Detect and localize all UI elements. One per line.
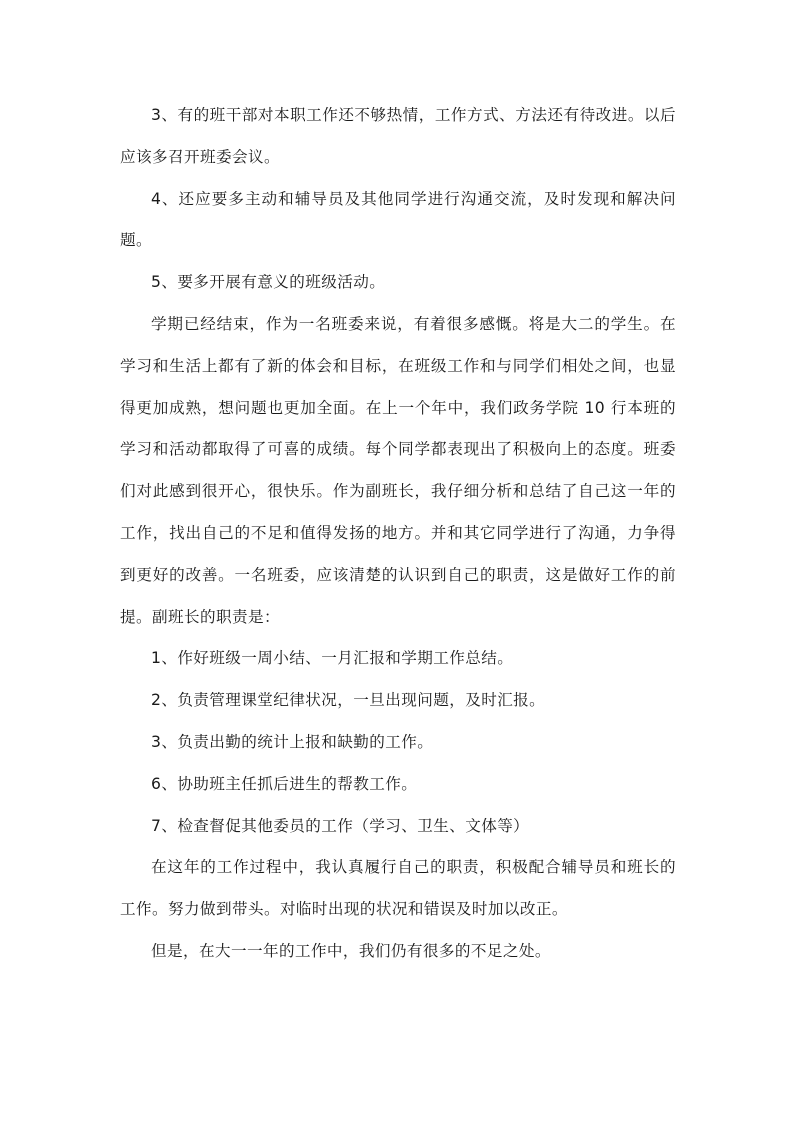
summary-paragraph: 学期已经结束，作为一名班委来说，有着很多感慨。将是大二的学生。在学习和生活上都有了新的体会和目标，在班级工作和与同学们相处之间，也显得更加成熟，想问题也更加全面。在上一个年中，我们政务学院 10 行本班的学习和活动都取得了可喜的成绩。每个同学都表现出了积极向上的态度。班委们对此感到很开心，很快乐。作为副班长，我仔细分析和总结了自己这一年的工作，找出自己的不足和值得发扬的地方。并和其它同学进行了沟通，力争得到更好的改善。一名班委，应该清楚的认识到自己的职责，这是做好工作的前提。副班长的职责是： [120, 314, 676, 626]
duty-item-6: 6、协助班主任抓后进生的帮教工作。 [151, 774, 418, 793]
duty-item-3: 3、负责出勤的统计上报和缺勤的工作。 [151, 732, 434, 751]
shortcomings-paragraph: 但是，在大一一年的工作中，我们仍有很多的不足之处。 [151, 941, 551, 960]
paragraph-item-4: 4、还应要多主动和辅导员及其他同学进行沟通交流，及时发现和解决问题。 [120, 189, 676, 250]
duty-item-1: 1、作好班级一周小结、一月汇报和学期工作总结。 [151, 649, 514, 668]
document-body [120, 95, 676, 973]
paragraph-item-3: 3、有的班干部对本职工作还不够热情，工作方式、方法还有待改进。以后应该多召开班委会议。 [120, 106, 676, 166]
duty-item-7: 7、检查督促其他委员的工作（学习、卫生、文体等） [151, 816, 530, 835]
paragraph-item-5: 5、要多开展有意义的班级活动。 [151, 273, 386, 292]
work-process-paragraph: 在这年的工作过程中，我认真履行自己的职责，积极配合辅导员和班长的工作。努力做到带头。对临时出现的状况和错误及时加以改正。 [120, 858, 676, 919]
duty-item-2: 2、负责管理课堂纪律状况，一旦出现问题，及时汇报。 [151, 691, 546, 710]
